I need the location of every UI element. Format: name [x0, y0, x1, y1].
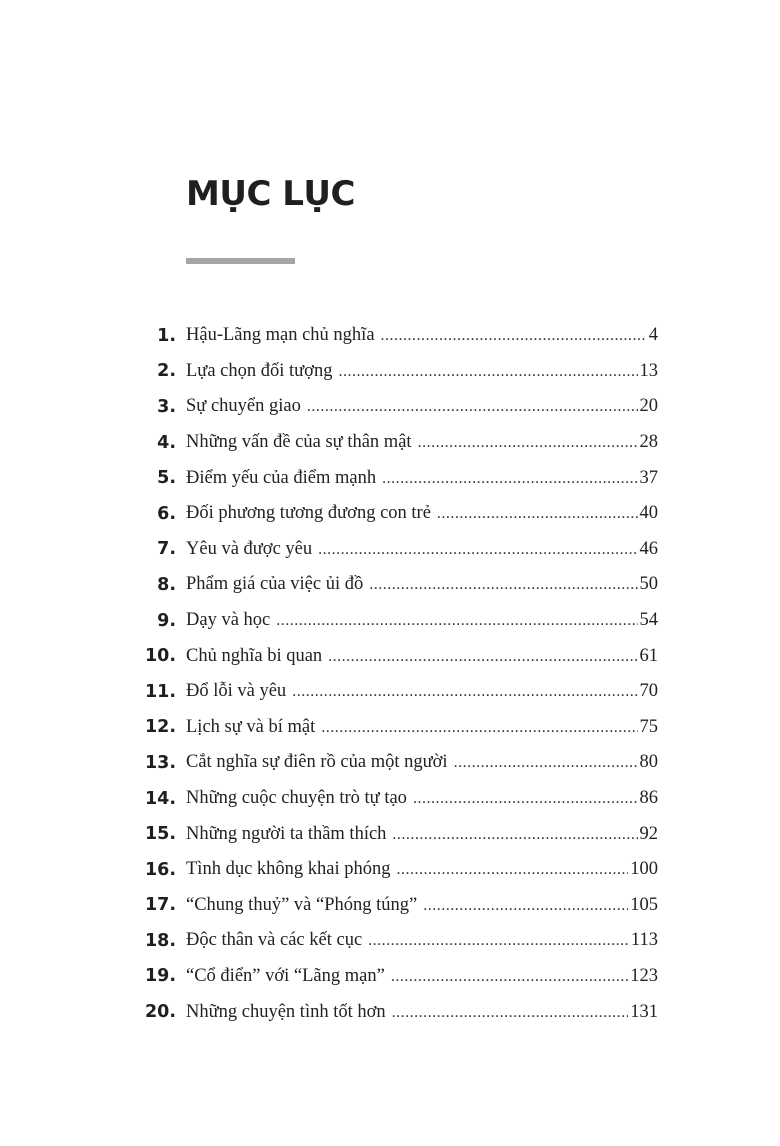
toc-entry-page: 105: [630, 894, 658, 915]
dot-leader: [397, 861, 629, 879]
toc-entry-number: 12.: [144, 717, 176, 738]
toc-entry: [0, 816, 780, 852]
dot-leader: [437, 505, 638, 523]
toc-entry-page: 40: [639, 503, 658, 524]
toc-entry: [0, 603, 780, 639]
toc-entry: [0, 638, 780, 674]
dot-leader: [276, 612, 637, 630]
toc-entry-page: 113: [630, 930, 658, 951]
toc-entry: [0, 888, 780, 924]
toc-entry-number: 3.: [157, 396, 176, 417]
toc-entry-number: 18.: [144, 930, 176, 951]
toc-entry-number: 5.: [157, 468, 176, 489]
toc-entry-number: 7.: [157, 539, 176, 560]
toc-entry-line: [186, 859, 658, 880]
dot-leader: [369, 576, 637, 594]
toc-entry-page: 100: [630, 859, 658, 880]
toc-entry-title: Những cuộc chuyện trò tự tạo: [186, 788, 407, 809]
toc-entry-title: “Chung thuỷ” và “Phóng túng”: [186, 894, 418, 915]
toc-entry-title: Đổ lỗi và yêu: [186, 681, 287, 702]
title-underline: [186, 258, 295, 264]
toc-entry-number: 14.: [144, 788, 176, 809]
toc-entry-line: [186, 966, 658, 987]
toc-entry-line: [186, 574, 658, 595]
toc-entry-number: 16.: [144, 859, 176, 880]
toc-entry-line: [186, 1002, 658, 1023]
toc-entry-page: 61: [639, 645, 658, 666]
toc-entry-page: 37: [639, 467, 658, 488]
toc-entry-line: [186, 752, 658, 773]
toc-entry: [0, 496, 780, 532]
toc-entry-number: 10.: [144, 646, 176, 667]
toc-entry-title: Những chuyện tình tốt hơn: [186, 1001, 386, 1022]
toc-entry-line: [186, 895, 658, 916]
toc-entry-line: [186, 717, 658, 738]
toc-entry-page: 131: [630, 1001, 658, 1022]
dot-leader: [368, 932, 629, 950]
toc-entry-page: 13: [639, 360, 658, 381]
toc-entry: [0, 923, 780, 959]
toc-entry-line: [186, 432, 658, 453]
dot-leader: [328, 648, 637, 666]
toc-entry-title: Chủ nghĩa bi quan: [186, 645, 323, 666]
toc-entry-number: 6.: [157, 503, 176, 524]
dot-leader: [392, 826, 637, 844]
toc-entry-line: [186, 468, 658, 489]
toc-entry-number: 13.: [144, 752, 176, 773]
toc-entry-line: [186, 539, 658, 560]
dot-leader: [338, 363, 637, 381]
toc-entry-title: Đối phương tương đương con trẻ: [186, 503, 431, 524]
toc-entry-page: 86: [639, 788, 658, 809]
dot-leader: [454, 754, 638, 772]
toc-entry-number: 20.: [144, 1002, 176, 1023]
toc-entry-page: 123: [630, 965, 658, 986]
toc-entry: [0, 460, 780, 496]
dot-leader: [381, 327, 647, 345]
toc-entry-page: 4: [648, 325, 658, 346]
toc-entry-title: Điểm yếu của điểm mạnh: [186, 467, 377, 488]
dot-leader: [321, 719, 637, 737]
toc-entry-title: Độc thân và các kết cục: [186, 930, 363, 951]
toc-entry-line: [186, 646, 658, 667]
toc-entry: [0, 994, 780, 1030]
dot-leader: [423, 897, 628, 915]
toc-entry-page: 92: [639, 823, 658, 844]
toc-entry-title: Những người ta thầm thích: [186, 823, 387, 844]
page-title: MỤC LỤC: [186, 174, 355, 214]
toc-entry-line: [186, 681, 658, 702]
toc-entry-page: 28: [639, 432, 658, 453]
toc-entry-page: 46: [639, 538, 658, 559]
toc-entry-number: 17.: [144, 895, 176, 916]
toc-entry-number: 8.: [157, 574, 176, 595]
toc-entry-line: [186, 503, 658, 524]
toc-entry-title: Tình dục không khai phóng: [186, 859, 391, 880]
toc-entry-page: 50: [639, 574, 658, 595]
toc-entry-line: [186, 610, 658, 631]
dot-leader: [318, 541, 637, 559]
toc-entry-number: 15.: [144, 824, 176, 845]
dot-leader: [413, 790, 638, 808]
toc-entry-line: [186, 824, 658, 845]
toc-entry-title: Lịch sự và bí mật: [186, 716, 316, 737]
toc-entry-number: 1.: [157, 325, 176, 346]
toc-entry-page: 80: [639, 752, 658, 773]
toc-entry: [0, 567, 780, 603]
toc-entry-title: Phẩm giá của việc ủi đồ: [186, 574, 364, 595]
dot-leader: [382, 470, 637, 488]
toc-entry-title: Những vấn đề của sự thân mật: [186, 432, 412, 453]
toc-entry-line: [186, 325, 658, 346]
toc-entry: [0, 781, 780, 817]
toc-entry-line: [186, 361, 658, 382]
toc-entry-title: Sự chuyển giao: [186, 396, 301, 417]
toc-entry-line: [186, 930, 658, 951]
toc-entry: [0, 354, 780, 390]
toc-entry-number: 9.: [157, 610, 176, 631]
toc-entry-page: 20: [639, 396, 658, 417]
toc-entry: [0, 852, 780, 888]
toc-entry-line: [186, 788, 658, 809]
toc-entry-number: 19.: [144, 966, 176, 987]
dot-leader: [418, 434, 638, 452]
toc-entry-title: “Cổ điển” với “Lãng mạn”: [186, 965, 385, 986]
toc-entry-title: Yêu và được yêu: [186, 538, 313, 559]
table-of-contents: [0, 318, 780, 1030]
toc-entry: [0, 425, 780, 461]
toc-entry-page: 70: [639, 681, 658, 702]
toc-entry: [0, 674, 780, 710]
dot-leader: [392, 1004, 629, 1022]
toc-entry: [0, 318, 780, 354]
toc-entry-page: 54: [639, 610, 658, 631]
dot-leader: [292, 683, 637, 701]
toc-entry-number: 4.: [157, 432, 176, 453]
toc-entry: [0, 959, 780, 995]
toc-entry-title: Hậu-Lãng mạn chủ nghĩa: [186, 325, 375, 346]
dot-leader: [391, 968, 628, 986]
toc-entry: [0, 389, 780, 425]
dot-leader: [307, 398, 638, 416]
toc-entry: [0, 710, 780, 746]
toc-entry-title: Lựa chọn đối tượng: [186, 360, 333, 381]
toc-entry-number: 2.: [157, 361, 176, 382]
toc-entry-page: 75: [639, 716, 658, 737]
toc-entry-title: Dạy và học: [186, 610, 271, 631]
toc-entry-title: Cắt nghĩa sự điên rồ của một người: [186, 752, 448, 773]
toc-entry: [0, 532, 780, 568]
toc-entry-number: 11.: [144, 681, 176, 702]
toc-entry: [0, 745, 780, 781]
toc-entry-line: [186, 396, 658, 417]
